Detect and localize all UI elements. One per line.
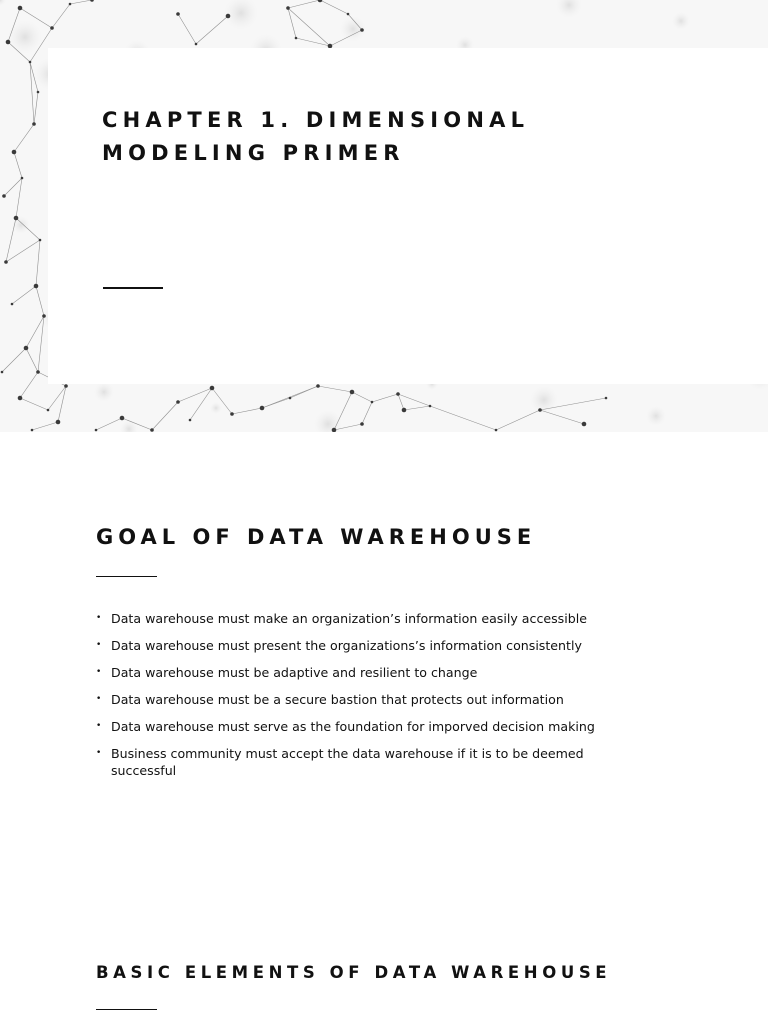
- list-item-text: Business community must accept the data warehouse if it is to be deemed successful: [111, 746, 584, 778]
- title-card: [48, 48, 768, 384]
- bullet-icon: •: [96, 694, 102, 704]
- list-item-text: Data warehouse must be a secure bastion that protects out information: [111, 692, 564, 707]
- goal-bullet-list: [96, 610, 636, 789]
- title-underline: [103, 287, 163, 289]
- network-node: [1, 371, 4, 374]
- blur-blob: [672, 12, 690, 30]
- network-node: [289, 397, 292, 400]
- network-node: [47, 409, 50, 412]
- network-node: [260, 406, 265, 411]
- list-item: [96, 691, 636, 708]
- list-item: [96, 664, 636, 681]
- network-node: [226, 14, 231, 19]
- network-node: [402, 408, 407, 413]
- goal-heading: GOAL OF DATA WAREHOUSE: [96, 525, 537, 549]
- network-node: [14, 216, 19, 221]
- network-node: [350, 390, 355, 395]
- title-slide: [0, 0, 768, 432]
- network-node: [316, 384, 320, 388]
- network-node: [11, 303, 14, 306]
- bullet-icon: •: [96, 640, 102, 650]
- chapter-title-line-2: MODELING PRIMER: [102, 141, 405, 165]
- network-node: [39, 239, 42, 242]
- basic-elements-heading: BASIC ELEMENTS OF DATA WAREHOUSE: [96, 963, 612, 982]
- bullet-icon: •: [96, 721, 102, 731]
- network-node: [120, 416, 125, 421]
- network-node: [176, 400, 180, 404]
- network-node: [12, 150, 17, 155]
- bullet-icon: •: [96, 613, 102, 623]
- network-node: [195, 43, 198, 46]
- network-node: [18, 6, 23, 11]
- list-item: [96, 637, 636, 654]
- list-item-text: Data warehouse must serve as the foundation for imporved decision making: [111, 719, 595, 734]
- network-node: [31, 429, 34, 432]
- network-node: [295, 37, 298, 40]
- network-node: [6, 40, 11, 45]
- network-node: [2, 194, 6, 198]
- network-node: [56, 420, 61, 425]
- network-node: [29, 61, 32, 64]
- network-node: [429, 405, 432, 408]
- network-node: [42, 314, 46, 318]
- network-node: [64, 384, 68, 388]
- network-node: [24, 346, 29, 351]
- network-node: [396, 392, 400, 396]
- goal-slide: [0, 432, 768, 864]
- network-node: [360, 28, 364, 32]
- bullet-icon: •: [96, 748, 102, 758]
- network-node: [286, 6, 290, 10]
- network-node: [34, 284, 39, 289]
- blur-blob: [8, 20, 42, 54]
- network-node: [495, 429, 498, 432]
- network-node: [210, 386, 215, 391]
- network-node: [21, 177, 24, 180]
- list-item-text: Data warehouse must make an organization’s information easily accessible: [111, 611, 587, 626]
- network-node: [582, 422, 587, 427]
- network-node: [37, 91, 40, 94]
- network-node: [4, 260, 8, 264]
- network-node: [360, 422, 364, 426]
- network-node: [69, 3, 72, 6]
- chapter-title-line-1: CHAPTER 1. DIMENSIONAL: [102, 108, 530, 132]
- blur-blob: [210, 402, 222, 414]
- basic-elements-heading-underline: [96, 1009, 157, 1010]
- network-node: [176, 12, 180, 16]
- network-node: [50, 26, 54, 30]
- goal-heading-underline: [96, 576, 157, 577]
- list-item-text: Data warehouse must present the organizations’s information consistently: [111, 638, 582, 653]
- blur-blob: [94, 382, 114, 402]
- basic-elements-slide: [0, 864, 768, 1024]
- network-node: [605, 397, 608, 400]
- blur-blob: [530, 386, 558, 414]
- list-item: [96, 718, 636, 735]
- network-node: [371, 401, 374, 404]
- blur-blob: [646, 406, 666, 426]
- list-item-text: Data warehouse must be adaptive and resilient to change: [111, 665, 478, 680]
- network-node: [32, 122, 36, 126]
- list-item: [96, 610, 636, 627]
- network-node: [189, 419, 192, 422]
- network-node: [347, 13, 350, 16]
- network-node: [36, 370, 40, 374]
- network-node: [230, 412, 234, 416]
- network-node: [18, 396, 23, 401]
- network-node: [95, 429, 98, 432]
- network-node: [538, 408, 542, 412]
- list-item: [96, 745, 636, 779]
- chapter-title: [102, 104, 662, 170]
- bullet-icon: •: [96, 667, 102, 677]
